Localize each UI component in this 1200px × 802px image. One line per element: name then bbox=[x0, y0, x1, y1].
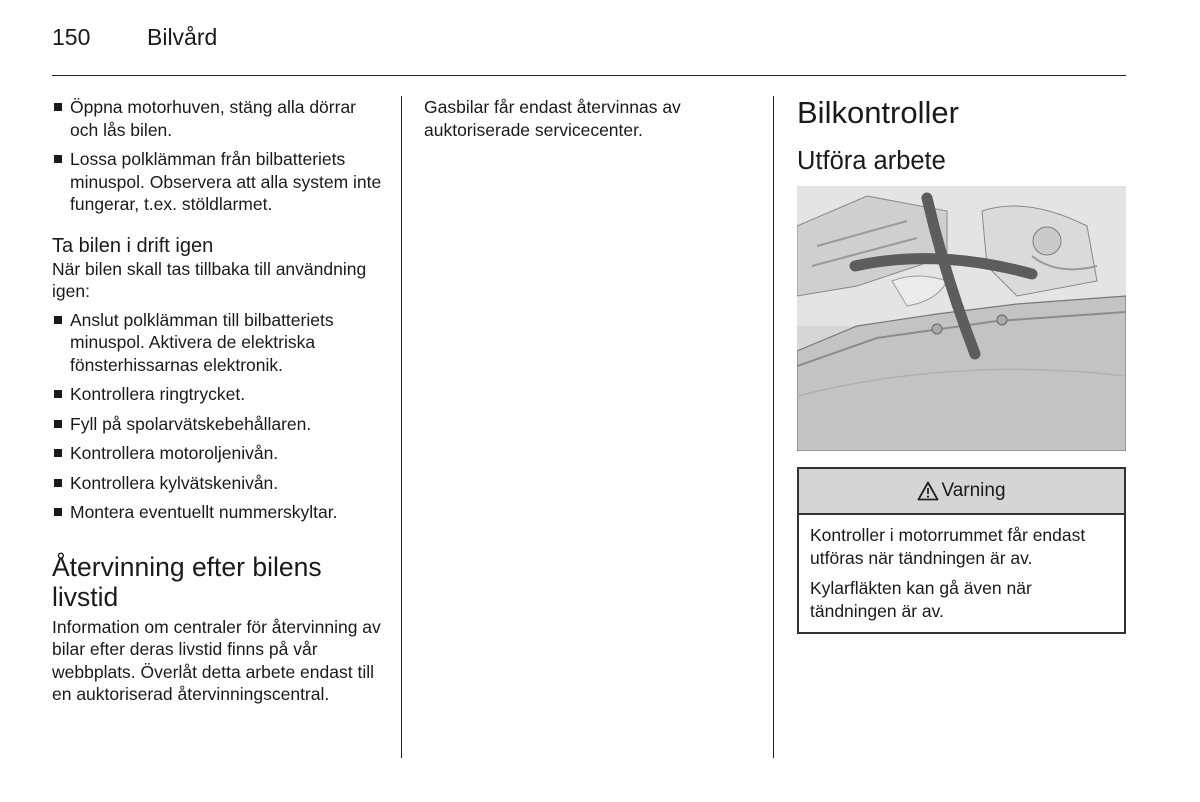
list-item: Kontrollera ringtrycket. bbox=[52, 383, 382, 406]
heading-recycling: Återvinning efter bilens livstid bbox=[52, 551, 322, 612]
list-item: Fyll på spolarvätskebehållaren. bbox=[52, 413, 382, 436]
warning-box bbox=[797, 467, 1126, 634]
bullet-list-top bbox=[52, 96, 382, 216]
column-2 bbox=[424, 96, 754, 141]
page-header bbox=[52, 24, 217, 64]
list-item: Lossa polklämman från bilbatteriets minuspol. Observera att alla system inte fungerar, t.ex. stöldlarmet. bbox=[52, 148, 382, 216]
column-divider-1 bbox=[401, 96, 402, 758]
list-item: Öppna motorhuven, stäng alla dörrar och lås bilen. bbox=[52, 96, 382, 141]
warning-header bbox=[799, 469, 1124, 515]
header-rule bbox=[52, 75, 1126, 76]
warning-triangle-icon bbox=[917, 481, 939, 501]
heading-take-into-service: Ta bilen i drift igen bbox=[52, 234, 214, 257]
list-item: Anslut polklämman till bilbatteriets minuspol. Aktivera de elektriska fönsterhissarnas elektronik. bbox=[52, 309, 382, 377]
warning-title: Varning bbox=[941, 479, 1006, 501]
subheading-performing-work: Utföra arbete bbox=[797, 147, 946, 175]
engine-bay-illustration bbox=[797, 186, 1126, 451]
page-number: 150 bbox=[52, 24, 91, 50]
intro-text: När bilen skall tas tillbaka till användning igen: bbox=[52, 258, 367, 301]
column-divider-2 bbox=[773, 96, 774, 758]
column-3 bbox=[797, 96, 1126, 634]
heading-vehicle-checks: Bilkontroller bbox=[797, 95, 959, 130]
warning-body bbox=[799, 515, 1124, 632]
section-title: Bilvård bbox=[147, 24, 218, 50]
list-item: Kontrollera motoroljenivån. bbox=[52, 442, 382, 465]
list-item: Montera eventuellt nummerskyltar. bbox=[52, 501, 382, 524]
list-item: Kontrollera kylvätskenivån. bbox=[52, 472, 382, 495]
warning-paragraph: Kontroller i motorrummet får endast utföras när tändningen är av. bbox=[810, 525, 1086, 568]
gas-vehicle-text: Gasbilar får endast återvinnas av auktoriserade servicecenter. bbox=[424, 97, 681, 140]
column-1 bbox=[52, 96, 382, 706]
warning-paragraph: Kylarfläkten kan gå även när tändningen är av. bbox=[810, 578, 1032, 621]
bullet-list-service bbox=[52, 309, 382, 524]
recycling-text: Information om centraler för återvinning av bilar efter deras livstid finns på vår webbplats. Överlåt detta arbete endast till en auktoriserad återvinningscentral. bbox=[52, 616, 381, 704]
